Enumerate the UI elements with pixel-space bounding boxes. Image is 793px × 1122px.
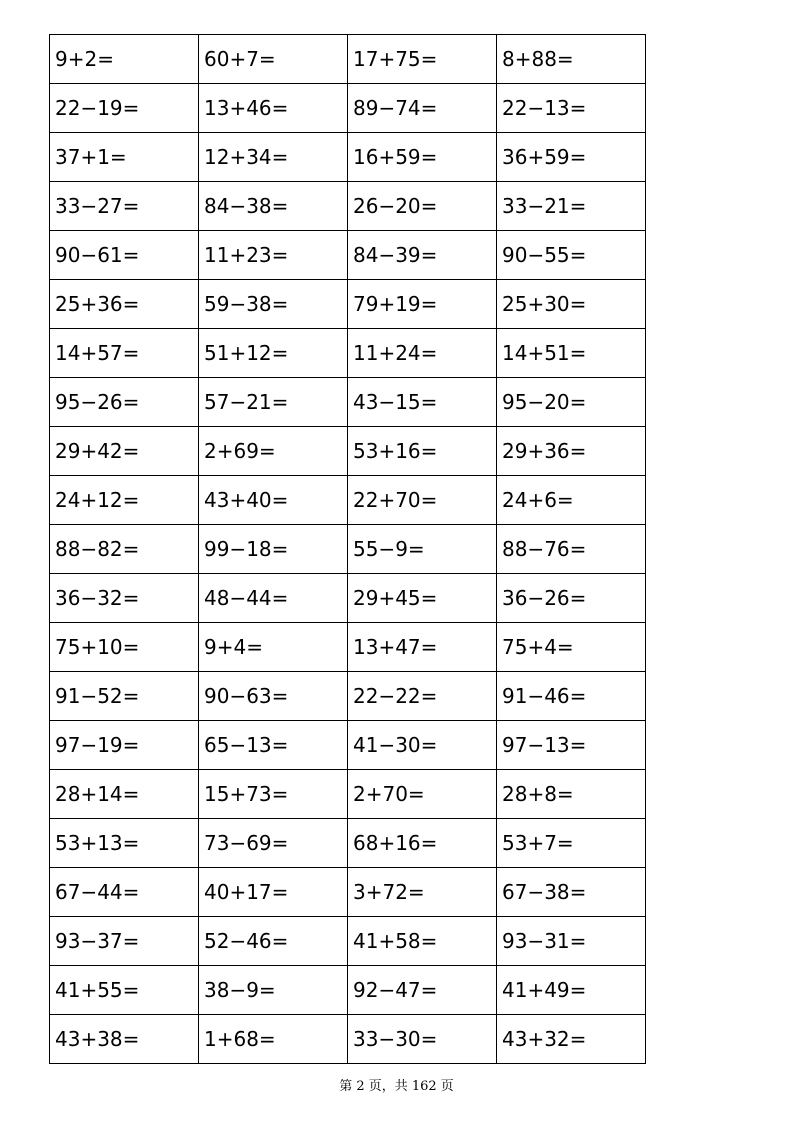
worksheet-row	[50, 672, 646, 721]
problem-cell: 14+57=	[50, 329, 199, 378]
problem-cell: 93−37=	[50, 917, 199, 966]
worksheet-row	[50, 476, 646, 525]
problem-cell: 14+51=	[497, 329, 646, 378]
problem-cell: 24+6=	[497, 476, 646, 525]
problem-cell: 73−69=	[199, 819, 348, 868]
worksheet-row	[50, 917, 646, 966]
worksheet-row	[50, 574, 646, 623]
problem-cell: 90−55=	[497, 231, 646, 280]
problem-cell: 97−19=	[50, 721, 199, 770]
worksheet-row	[50, 427, 646, 476]
problem-cell: 43+32=	[497, 1015, 646, 1064]
problem-cell: 36−26=	[497, 574, 646, 623]
problem-cell: 75+4=	[497, 623, 646, 672]
problem-cell: 9+2=	[50, 35, 199, 84]
worksheet-row	[50, 819, 646, 868]
problem-cell: 22−22=	[348, 672, 497, 721]
worksheet-row	[50, 35, 646, 84]
problem-cell: 92−47=	[348, 966, 497, 1015]
problem-cell: 52−46=	[199, 917, 348, 966]
worksheet-row	[50, 133, 646, 182]
problem-cell: 41+49=	[497, 966, 646, 1015]
problem-cell: 9+4=	[199, 623, 348, 672]
worksheet-body	[50, 35, 646, 1064]
worksheet-row	[50, 329, 646, 378]
problem-cell: 91−46=	[497, 672, 646, 721]
problem-cell: 89−74=	[348, 84, 497, 133]
problem-cell: 3+72=	[348, 868, 497, 917]
problem-cell: 22−13=	[497, 84, 646, 133]
problem-cell: 17+75=	[348, 35, 497, 84]
problem-cell: 24+12=	[50, 476, 199, 525]
problem-cell: 79+19=	[348, 280, 497, 329]
problem-cell: 95−20=	[497, 378, 646, 427]
problem-cell: 57−21=	[199, 378, 348, 427]
problem-cell: 53+16=	[348, 427, 497, 476]
problem-cell: 59−38=	[199, 280, 348, 329]
problem-cell: 13+46=	[199, 84, 348, 133]
problem-cell: 13+47=	[348, 623, 497, 672]
worksheet-row	[50, 1015, 646, 1064]
worksheet-row	[50, 378, 646, 427]
problem-cell: 36−32=	[50, 574, 199, 623]
problem-cell: 26−20=	[348, 182, 497, 231]
worksheet-row	[50, 280, 646, 329]
problem-cell: 33−30=	[348, 1015, 497, 1064]
problem-cell: 16+59=	[348, 133, 497, 182]
problem-cell: 60+7=	[199, 35, 348, 84]
problem-cell: 36+59=	[497, 133, 646, 182]
worksheet-row	[50, 623, 646, 672]
problem-cell: 99−18=	[199, 525, 348, 574]
problem-cell: 43−15=	[348, 378, 497, 427]
problem-cell: 38−9=	[199, 966, 348, 1015]
worksheet-row	[50, 182, 646, 231]
problem-cell: 51+12=	[199, 329, 348, 378]
worksheet-row	[50, 770, 646, 819]
problem-cell: 91−52=	[50, 672, 199, 721]
page-footer: 第 2 页，共 162 页	[339, 1079, 454, 1094]
problem-cell: 15+73=	[199, 770, 348, 819]
problem-cell: 67−44=	[50, 868, 199, 917]
problem-cell: 75+10=	[50, 623, 199, 672]
problem-cell: 93−31=	[497, 917, 646, 966]
problem-cell: 43+40=	[199, 476, 348, 525]
problem-cell: 29+42=	[50, 427, 199, 476]
problem-cell: 53+7=	[497, 819, 646, 868]
worksheet-row	[50, 868, 646, 917]
worksheet-row	[50, 84, 646, 133]
problem-cell: 22+70=	[348, 476, 497, 525]
arithmetic-worksheet-table	[49, 34, 646, 1064]
problem-cell: 8+88=	[497, 35, 646, 84]
problem-cell: 2+69=	[199, 427, 348, 476]
problem-cell: 84−39=	[348, 231, 497, 280]
problem-cell: 29+45=	[348, 574, 497, 623]
problem-cell: 90−61=	[50, 231, 199, 280]
worksheet-row	[50, 721, 646, 770]
problem-cell: 41−30=	[348, 721, 497, 770]
problem-cell: 97−13=	[497, 721, 646, 770]
problem-cell: 33−27=	[50, 182, 199, 231]
problem-cell: 22−19=	[50, 84, 199, 133]
worksheet-row	[50, 525, 646, 574]
problem-cell: 40+17=	[199, 868, 348, 917]
problem-cell: 68+16=	[348, 819, 497, 868]
problem-cell: 2+70=	[348, 770, 497, 819]
problem-cell: 43+38=	[50, 1015, 199, 1064]
problem-cell: 88−76=	[497, 525, 646, 574]
problem-cell: 33−21=	[497, 182, 646, 231]
problem-cell: 48−44=	[199, 574, 348, 623]
problem-cell: 67−38=	[497, 868, 646, 917]
problem-cell: 95−26=	[50, 378, 199, 427]
worksheet-row	[50, 966, 646, 1015]
worksheet-row	[50, 231, 646, 280]
problem-cell: 90−63=	[199, 672, 348, 721]
problem-cell: 41+58=	[348, 917, 497, 966]
problem-cell: 28+8=	[497, 770, 646, 819]
problem-cell: 65−13=	[199, 721, 348, 770]
problem-cell: 41+55=	[50, 966, 199, 1015]
problem-cell: 1+68=	[199, 1015, 348, 1064]
problem-cell: 84−38=	[199, 182, 348, 231]
problem-cell: 37+1=	[50, 133, 199, 182]
problem-cell: 88−82=	[50, 525, 199, 574]
problem-cell: 25+30=	[497, 280, 646, 329]
problem-cell: 11+23=	[199, 231, 348, 280]
problem-cell: 28+14=	[50, 770, 199, 819]
problem-cell: 25+36=	[50, 280, 199, 329]
problem-cell: 11+24=	[348, 329, 497, 378]
problem-cell: 53+13=	[50, 819, 199, 868]
problem-cell: 55−9=	[348, 525, 497, 574]
problem-cell: 12+34=	[199, 133, 348, 182]
problem-cell: 29+36=	[497, 427, 646, 476]
